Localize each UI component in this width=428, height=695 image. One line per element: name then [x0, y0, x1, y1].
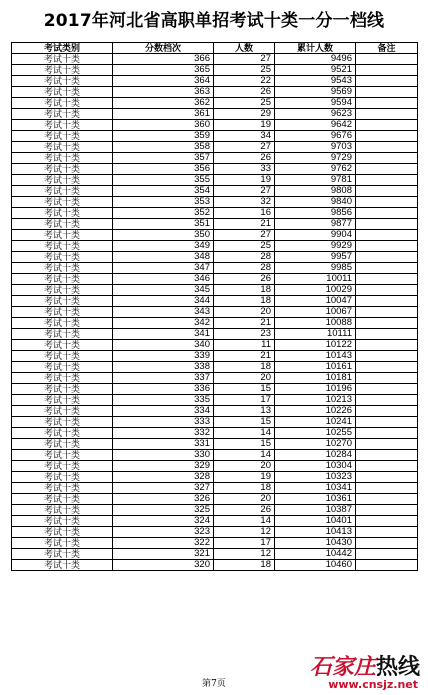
cell-score-level: 340 [113, 340, 214, 351]
cell-score-level: 323 [113, 527, 214, 538]
table-row [12, 54, 418, 65]
cell-category: 考试十类 [12, 252, 113, 263]
cell-category: 考试十类 [12, 153, 113, 164]
cell-remarks [356, 560, 418, 571]
cell-score-level: 348 [113, 252, 214, 263]
cell-count: 15 [214, 417, 275, 428]
cell-score-level: 331 [113, 439, 214, 450]
table-row [12, 208, 418, 219]
cell-remarks [356, 263, 418, 274]
cell-category: 考试十类 [12, 98, 113, 109]
cell-score-level: 338 [113, 362, 214, 373]
watermark-logo-hot: 热线 [375, 654, 420, 680]
cell-category: 考试十类 [12, 395, 113, 406]
cell-score-level: 358 [113, 142, 214, 153]
cell-cumulative: 10213 [275, 395, 356, 406]
cell-category: 考试十类 [12, 505, 113, 516]
cell-count: 13 [214, 406, 275, 417]
cell-count: 27 [214, 54, 275, 65]
page-title: 2017年河北省高职单招考试十类一分一档线 [43, 11, 385, 31]
cell-count: 19 [214, 472, 275, 483]
cell-score-level: 350 [113, 230, 214, 241]
cell-cumulative: 10161 [275, 362, 356, 373]
cell-remarks [356, 384, 418, 395]
cell-cumulative: 10430 [275, 538, 356, 549]
cell-count: 32 [214, 197, 275, 208]
cell-category: 考试十类 [12, 362, 113, 373]
cell-cumulative: 10226 [275, 406, 356, 417]
cell-remarks [356, 406, 418, 417]
cell-category: 考试十类 [12, 428, 113, 439]
table-row [12, 351, 418, 362]
cell-score-level: 332 [113, 428, 214, 439]
cell-remarks [356, 329, 418, 340]
cell-cumulative: 9569 [275, 87, 356, 98]
cell-score-level: 356 [113, 164, 214, 175]
cell-category: 考试十类 [12, 340, 113, 351]
table-row [12, 362, 418, 373]
cell-category: 考试十类 [12, 450, 113, 461]
cell-count: 16 [214, 208, 275, 219]
cell-remarks [356, 186, 418, 197]
cell-remarks [356, 285, 418, 296]
cell-cumulative: 10143 [275, 351, 356, 362]
cell-count: 26 [214, 505, 275, 516]
cell-cumulative: 10196 [275, 384, 356, 395]
cell-category: 考试十类 [12, 120, 113, 131]
table-row [12, 483, 418, 494]
cell-cumulative: 9929 [275, 241, 356, 252]
table-row [12, 109, 418, 120]
header-score-level: 分数档次 [113, 43, 214, 54]
table-row [12, 230, 418, 241]
table-row [12, 241, 418, 252]
cell-count: 21 [214, 318, 275, 329]
cell-score-level: 330 [113, 450, 214, 461]
cell-score-level: 364 [113, 76, 214, 87]
cell-score-level: 351 [113, 219, 214, 230]
table-row [12, 296, 418, 307]
watermark-logo [310, 650, 420, 681]
table-row [12, 395, 418, 406]
cell-remarks [356, 65, 418, 76]
cell-category: 考试十类 [12, 296, 113, 307]
cell-remarks [356, 351, 418, 362]
cell-count: 33 [214, 164, 275, 175]
cell-remarks [356, 318, 418, 329]
cell-category: 考试十类 [12, 65, 113, 76]
cell-count: 14 [214, 450, 275, 461]
cell-score-level: 346 [113, 274, 214, 285]
cell-category: 考试十类 [12, 197, 113, 208]
cell-score-level: 345 [113, 285, 214, 296]
cell-cumulative: 9762 [275, 164, 356, 175]
table-row [12, 142, 418, 153]
cell-remarks [356, 549, 418, 560]
cell-cumulative: 9496 [275, 54, 356, 65]
table-row [12, 131, 418, 142]
cell-remarks [356, 120, 418, 131]
cell-remarks [356, 219, 418, 230]
cell-category: 考试十类 [12, 538, 113, 549]
cell-category: 考试十类 [12, 109, 113, 120]
cell-cumulative: 10387 [275, 505, 356, 516]
table-row [12, 120, 418, 131]
cell-remarks [356, 428, 418, 439]
table-row [12, 494, 418, 505]
cell-count: 15 [214, 384, 275, 395]
cell-count: 14 [214, 428, 275, 439]
cell-count: 14 [214, 516, 275, 527]
cell-score-level: 344 [113, 296, 214, 307]
cell-remarks [356, 153, 418, 164]
cell-count: 18 [214, 362, 275, 373]
cell-count: 27 [214, 230, 275, 241]
cell-count: 18 [214, 483, 275, 494]
cell-score-level: 354 [113, 186, 214, 197]
cell-category: 考试十类 [12, 230, 113, 241]
cell-count: 15 [214, 439, 275, 450]
cell-remarks [356, 252, 418, 263]
cell-remarks [356, 483, 418, 494]
cell-category: 考试十类 [12, 406, 113, 417]
cell-remarks [356, 538, 418, 549]
cell-cumulative: 9840 [275, 197, 356, 208]
cell-remarks [356, 175, 418, 186]
cell-count: 22 [214, 76, 275, 87]
cell-cumulative: 9877 [275, 219, 356, 230]
table-row [12, 76, 418, 87]
cell-category: 考试十类 [12, 175, 113, 186]
cell-count: 21 [214, 351, 275, 362]
cell-category: 考试十类 [12, 263, 113, 274]
table-row [12, 505, 418, 516]
cell-count: 23 [214, 329, 275, 340]
cell-category: 考试十类 [12, 274, 113, 285]
cell-score-level: 334 [113, 406, 214, 417]
cell-remarks [356, 494, 418, 505]
cell-score-level: 326 [113, 494, 214, 505]
cell-score-level: 337 [113, 373, 214, 384]
cell-score-level: 349 [113, 241, 214, 252]
cell-remarks [356, 76, 418, 87]
cell-score-level: 357 [113, 153, 214, 164]
cell-remarks [356, 450, 418, 461]
cell-cumulative: 10122 [275, 340, 356, 351]
cell-remarks [356, 54, 418, 65]
table-row [12, 516, 418, 527]
cell-category: 考试十类 [12, 329, 113, 340]
cell-cumulative: 9594 [275, 98, 356, 109]
cell-count: 29 [214, 109, 275, 120]
cell-score-level: 363 [113, 87, 214, 98]
cell-score-level: 327 [113, 483, 214, 494]
cell-category: 考试十类 [12, 483, 113, 494]
cell-score-level: 336 [113, 384, 214, 395]
header-category: 考试类别 [12, 43, 113, 54]
cell-remarks [356, 164, 418, 175]
cell-count: 17 [214, 538, 275, 549]
cell-cumulative: 10442 [275, 549, 356, 560]
table-row [12, 318, 418, 329]
cell-remarks [356, 87, 418, 98]
cell-cumulative: 9781 [275, 175, 356, 186]
page-number: 第7页 [202, 679, 226, 689]
cell-score-level: 355 [113, 175, 214, 186]
cell-remarks [356, 527, 418, 538]
table-row [12, 384, 418, 395]
cell-cumulative: 10029 [275, 285, 356, 296]
cell-count: 20 [214, 307, 275, 318]
cell-category: 考试十类 [12, 219, 113, 230]
cell-cumulative: 9676 [275, 131, 356, 142]
cell-score-level: 365 [113, 65, 214, 76]
table-row [12, 549, 418, 560]
cell-cumulative: 9808 [275, 186, 356, 197]
cell-remarks [356, 417, 418, 428]
cell-cumulative: 9703 [275, 142, 356, 153]
cell-remarks [356, 505, 418, 516]
cell-category: 考试十类 [12, 186, 113, 197]
score-table [11, 42, 418, 571]
cell-score-level: 333 [113, 417, 214, 428]
cell-category: 考试十类 [12, 494, 113, 505]
cell-count: 19 [214, 120, 275, 131]
cell-category: 考试十类 [12, 373, 113, 384]
table-header-row [12, 43, 418, 54]
cell-category: 考试十类 [12, 318, 113, 329]
cell-category: 考试十类 [12, 549, 113, 560]
cell-score-level: 352 [113, 208, 214, 219]
cell-count: 27 [214, 186, 275, 197]
cell-count: 20 [214, 494, 275, 505]
cell-cumulative: 10270 [275, 439, 356, 450]
cell-score-level: 341 [113, 329, 214, 340]
cell-count: 18 [214, 560, 275, 571]
cell-count: 18 [214, 285, 275, 296]
cell-category: 考试十类 [12, 164, 113, 175]
table-row [12, 307, 418, 318]
table-row [12, 417, 418, 428]
cell-score-level: 328 [113, 472, 214, 483]
cell-count: 34 [214, 131, 275, 142]
cell-count: 27 [214, 142, 275, 153]
table-row [12, 450, 418, 461]
cell-score-level: 339 [113, 351, 214, 362]
cell-cumulative: 10361 [275, 494, 356, 505]
cell-category: 考试十类 [12, 472, 113, 483]
cell-remarks [356, 131, 418, 142]
table-row [12, 428, 418, 439]
cell-score-level: 366 [113, 54, 214, 65]
cell-score-level: 324 [113, 516, 214, 527]
cell-remarks [356, 241, 418, 252]
table-row [12, 373, 418, 384]
header-cumulative: 累计人数 [275, 43, 356, 54]
table-row [12, 538, 418, 549]
cell-cumulative: 9729 [275, 153, 356, 164]
cell-remarks [356, 230, 418, 241]
table-row [12, 219, 418, 230]
cell-cumulative: 10067 [275, 307, 356, 318]
cell-cumulative: 10011 [275, 274, 356, 285]
cell-cumulative: 10088 [275, 318, 356, 329]
cell-remarks [356, 472, 418, 483]
cell-count: 25 [214, 98, 275, 109]
cell-count: 20 [214, 373, 275, 384]
cell-score-level: 360 [113, 120, 214, 131]
cell-count: 25 [214, 241, 275, 252]
cell-remarks [356, 516, 418, 527]
cell-remarks [356, 98, 418, 109]
table-row [12, 285, 418, 296]
cell-count: 17 [214, 395, 275, 406]
cell-cumulative: 9957 [275, 252, 356, 263]
cell-category: 考试十类 [12, 439, 113, 450]
cell-score-level: 329 [113, 461, 214, 472]
cell-cumulative: 10241 [275, 417, 356, 428]
cell-category: 考试十类 [12, 384, 113, 395]
table-row [12, 461, 418, 472]
cell-category: 考试十类 [12, 307, 113, 318]
cell-count: 26 [214, 153, 275, 164]
cell-cumulative: 10460 [275, 560, 356, 571]
table-row [12, 65, 418, 76]
table-row [12, 274, 418, 285]
cell-score-level: 325 [113, 505, 214, 516]
table-row [12, 439, 418, 450]
cell-count: 26 [214, 274, 275, 285]
table-row [12, 197, 418, 208]
table-row [12, 406, 418, 417]
cell-category: 考试十类 [12, 417, 113, 428]
cell-count: 25 [214, 65, 275, 76]
cell-score-level: 320 [113, 560, 214, 571]
cell-remarks [356, 197, 418, 208]
cell-score-level: 361 [113, 109, 214, 120]
cell-count: 28 [214, 263, 275, 274]
cell-count: 11 [214, 340, 275, 351]
cell-score-level: 359 [113, 131, 214, 142]
table-row [12, 153, 418, 164]
cell-remarks [356, 109, 418, 120]
cell-score-level: 343 [113, 307, 214, 318]
cell-cumulative: 10181 [275, 373, 356, 384]
cell-category: 考试十类 [12, 241, 113, 252]
cell-count: 20 [214, 461, 275, 472]
cell-category: 考试十类 [12, 76, 113, 87]
cell-remarks [356, 395, 418, 406]
table-row [12, 340, 418, 351]
cell-score-level: 347 [113, 263, 214, 274]
cell-remarks [356, 307, 418, 318]
cell-category: 考试十类 [12, 516, 113, 527]
table-row [12, 472, 418, 483]
cell-cumulative: 9904 [275, 230, 356, 241]
cell-category: 考试十类 [12, 131, 113, 142]
table-body [12, 54, 418, 571]
cell-cumulative: 9642 [275, 120, 356, 131]
cell-remarks [356, 362, 418, 373]
cell-category: 考试十类 [12, 54, 113, 65]
table-row [12, 560, 418, 571]
cell-count: 21 [214, 219, 275, 230]
table-row [12, 87, 418, 98]
cell-count: 12 [214, 527, 275, 538]
table-row [12, 164, 418, 175]
cell-category: 考试十类 [12, 351, 113, 362]
cell-category: 考试十类 [12, 285, 113, 296]
table-row [12, 329, 418, 340]
cell-cumulative: 9521 [275, 65, 356, 76]
cell-remarks [356, 373, 418, 384]
cell-category: 考试十类 [12, 87, 113, 98]
cell-cumulative: 10413 [275, 527, 356, 538]
cell-cumulative: 10047 [275, 296, 356, 307]
cell-remarks [356, 439, 418, 450]
cell-count: 12 [214, 549, 275, 560]
header-remarks: 备注 [356, 43, 418, 54]
cell-category: 考试十类 [12, 142, 113, 153]
cell-category: 考试十类 [12, 560, 113, 571]
cell-remarks [356, 142, 418, 153]
cell-cumulative: 9543 [275, 76, 356, 87]
cell-remarks [356, 340, 418, 351]
cell-score-level: 353 [113, 197, 214, 208]
table-row [12, 263, 418, 274]
cell-remarks [356, 274, 418, 285]
cell-cumulative: 10255 [275, 428, 356, 439]
cell-category: 考试十类 [12, 527, 113, 538]
table-row [12, 527, 418, 538]
cell-count: 26 [214, 87, 275, 98]
cell-category: 考试十类 [12, 461, 113, 472]
cell-cumulative: 9856 [275, 208, 356, 219]
table-row [12, 186, 418, 197]
cell-category: 考试十类 [12, 208, 113, 219]
table-row [12, 252, 418, 263]
header-count: 人数 [214, 43, 275, 54]
cell-cumulative: 10341 [275, 483, 356, 494]
cell-cumulative: 10304 [275, 461, 356, 472]
watermark-url: www.cnsjz.net [328, 678, 418, 691]
cell-cumulative: 10111 [275, 329, 356, 340]
watermark-logo-text: 石家庄 [309, 654, 376, 680]
table-row [12, 175, 418, 186]
cell-score-level: 322 [113, 538, 214, 549]
cell-remarks [356, 208, 418, 219]
cell-remarks [356, 461, 418, 472]
cell-count: 28 [214, 252, 275, 263]
cell-score-level: 342 [113, 318, 214, 329]
cell-remarks [356, 296, 418, 307]
cell-count: 19 [214, 175, 275, 186]
cell-cumulative: 9623 [275, 109, 356, 120]
cell-score-level: 362 [113, 98, 214, 109]
cell-cumulative: 10401 [275, 516, 356, 527]
cell-count: 18 [214, 296, 275, 307]
cell-cumulative: 10284 [275, 450, 356, 461]
cell-score-level: 335 [113, 395, 214, 406]
cell-score-level: 321 [113, 549, 214, 560]
table-row [12, 98, 418, 109]
cell-cumulative: 10323 [275, 472, 356, 483]
cell-cumulative: 9985 [275, 263, 356, 274]
